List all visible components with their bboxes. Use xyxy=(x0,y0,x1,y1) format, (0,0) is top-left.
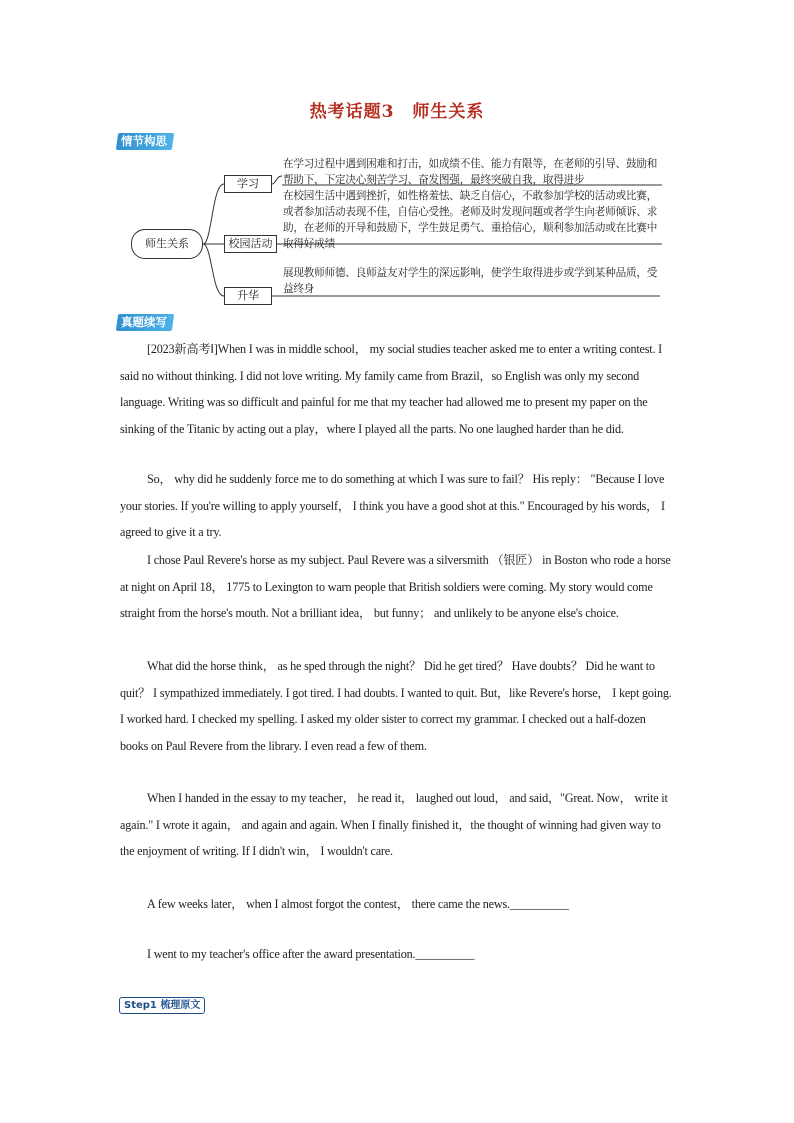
page-title: 热考话题3 师生关系 xyxy=(309,102,485,122)
mindmap-branch-sublimation: 升华 xyxy=(224,287,272,305)
mindmap-desc-study: 在学习过程中遇到困难和打击，如成绩不佳、能力有限等，在老师的引导、鼓励和帮助下，下定决心刻苦学习、奋发图强，最终突破自我，取得进步 xyxy=(283,158,658,186)
paragraph-7: I went to my teacher's office after the award presentation.__________ xyxy=(147,947,475,961)
paragraph-6: A few weeks later， when I almost forgot the contest， there came the news.__________ xyxy=(147,897,569,911)
writing-section-label: 真题续写 xyxy=(121,315,167,329)
paragraph-2: So， why did he suddenly force me to do something at which I was sure to fail？ His reply： "Because I love your stories. If you're willing to apply yourself， I think you have a good shot at this." Encouraged by his words， I agreed to give it a try. xyxy=(120,472,665,539)
mindmap-branch-study: 学习 xyxy=(224,175,272,193)
plot-section-label: 情节构思 xyxy=(121,134,167,148)
paragraph-5: When I handed in the essay to my teacher， he read it， laughed out loud， and said，"Great. Now， write it again." I wrote it again， and again and again. When I finally finished it，the thought of winning had given way to the enjoyment of writing. If I didn't win， I wouldn't care. xyxy=(120,791,668,858)
mindmap-desc-campus-activity: 在校园生活中遇到挫折，如性格羞怯、缺乏自信心，不敢参加学校的活动或比赛，或者参加活动表现不佳，自信心受挫。老师及时发现问题或者学生向老师倾诉、求助，在老师的开导和鼓励下，学生鼓足勇气、重拾信心，顺利参加活动或在比赛中取得好成绩 xyxy=(283,190,658,250)
step1-badge: Step1 梳理原文 xyxy=(119,997,205,1014)
mindmap-branch-campus-activity: 校园活动 xyxy=(224,235,277,253)
paragraph-1: [2023新高考Ⅰ]When I was in middle school， my social studies teacher asked me to enter a writing contest. I said no without thinking. I did not love writing. My family came from Brazil，so English was only my second language. Writing was so difficult and painful for me that my teacher had allowed me to present my paper on the sinking of the Titanic by acting out a play，where I played all the parts. No one laughed harder than he did. xyxy=(120,342,663,436)
paragraph-4: What did the horse think， as he sped through the night？ Did he get tired？ Have doubts？ Did he want to quit？ I sympathized immediately. I got tired. I had doubts. I wanted to quit. But，like Revere's horse， I kept going. I worked hard. I checked my spelling. I asked my older sister to correct my grammar. I checked out a half-dozen books on Paul Revere from the library. I even read a few of them. xyxy=(120,659,672,753)
writing-section-badge xyxy=(116,314,174,331)
mindmap-desc-sublimation: 展现教师师德、良师益友对学生的深远影响，使学生取得进步或学到某种品质，受益终身 xyxy=(283,267,658,295)
paragraph-3: I chose Paul Revere's horse as my subject. Paul Revere was a silversmith （银匠） in Boston who rode a horse at night on April 18， 1775 to Lexington to warn people that British soldiers were coming. My story would come straight from the horse's mouth. Not a brilliant idea， but funny； and unlikely to be anyone else's choice. xyxy=(120,553,671,620)
mindmap-root: 师生关系 xyxy=(131,229,203,259)
